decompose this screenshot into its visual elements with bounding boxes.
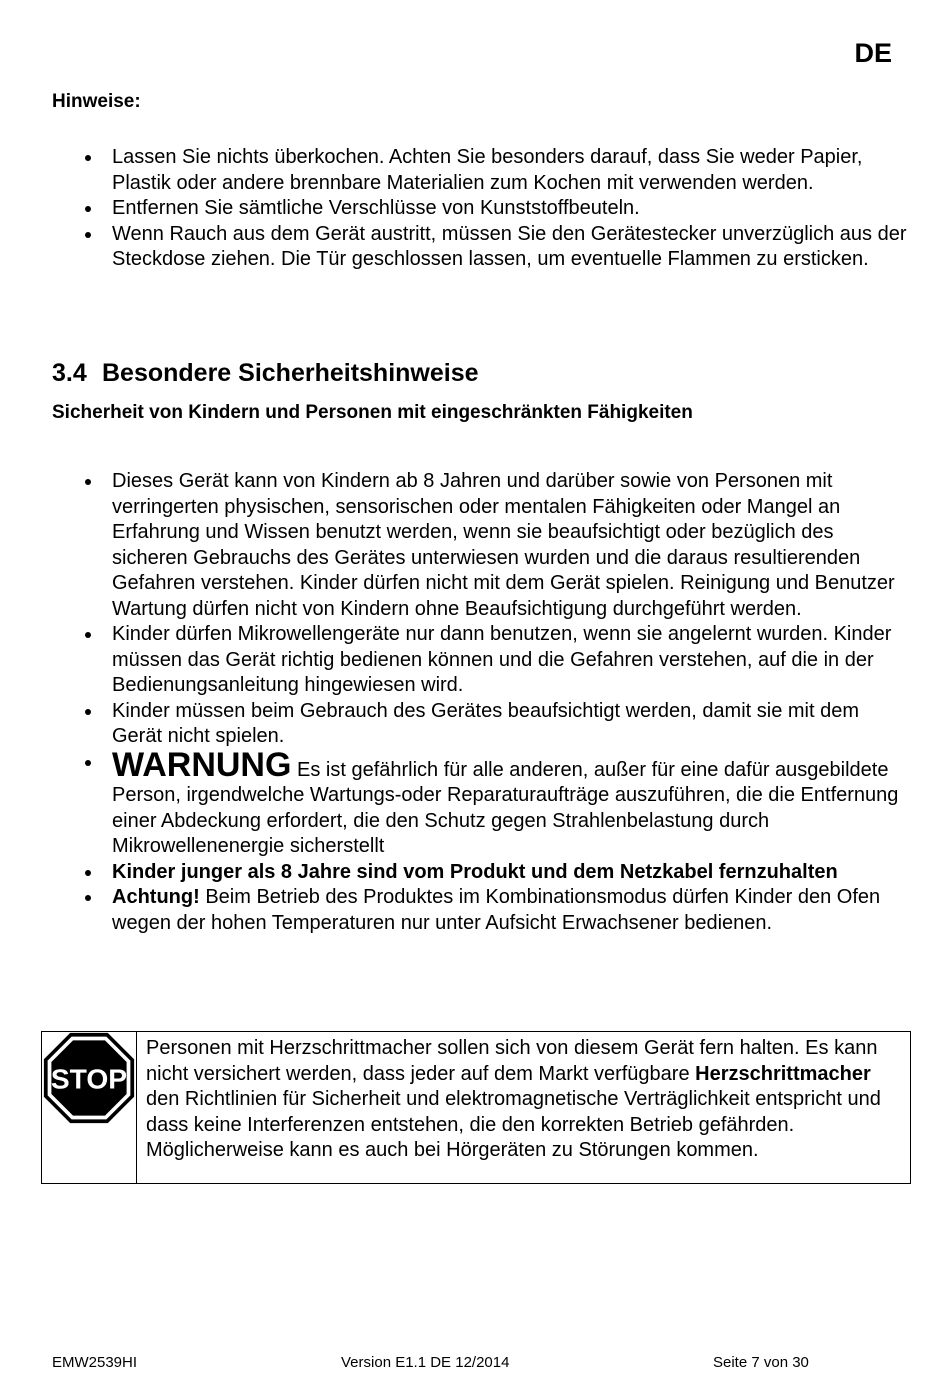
notice-text-part: Personen mit Herzschrittmacher sollen sich von diesem Gerät fern halten. Es kann nicht versichert werden, dass jeder auf dem Markt verfügbare (146, 1037, 878, 1085)
list-item: Wenn Rauch aus dem Gerät austritt, müssen Sie den Gerätestecker unverzüglich aus der Steckdose ziehen. Die Tür geschlossen lassen, um eventuelle Flammen zu ersticken. (82, 222, 912, 273)
warning-text: Es ist gefährlich für alle anderen, außer für eine dafür ausgebildete Person, irgendwelche Wartungs-oder Reparaturaufträge auszuführen, die die Entfernung einer Abdeckung erfordert, die den Schutz gegen Strahlenbelastung durch Mikrowellenenergie sicherstellt (112, 758, 899, 857)
section-number: 3.4 (52, 359, 87, 387)
pacemaker-notice (41, 1031, 911, 1184)
section-heading (52, 359, 479, 388)
footer-model: EMW2539HI (52, 1354, 138, 1371)
notice-bold-term: Herzschrittmacher (695, 1062, 871, 1085)
list-item: Dieses Gerät kann von Kindern ab 8 Jahren und darüber sowie von Personen mit verringerten physischen, sensorischen oder mentalen Fähigkeiten oder Mangel an Erfahrung und Wissen benutzt werden, wenn sie beaufsichtigt oder bezüglich des sicheren Gebrauchs des Gerätes unterwiesen wurden und die daraus resultierenden Gefahren verstehen. Kinder dürfen nicht mit dem Gerät spielen. Reinigung und Benutzer Wartung dürfen nicht von Kindern ohne Beaufsichtigung durchgeführt werden. (82, 469, 912, 622)
warning-label: WARNUNG (112, 745, 292, 784)
notice-text-part: den Richtlinien für Sicherheit und elektromagnetische Verträglichkeit entspricht und dass keine Interferenzen entstehen, die den korrekten Betrieb gefährden. Möglicherweise kann es auch bei Hörgeräten zu Störungen kommen. (146, 1088, 881, 1161)
section-subheading: Sicherheit von Kindern und Personen mit eingeschränkten Fähigkeiten (52, 402, 693, 423)
notes-list (82, 145, 912, 273)
footer-page-number: Seite 7 von 30 (713, 1354, 809, 1371)
list-item: Kinder dürfen Mikrowellengeräte nur dann benutzen, wenn sie angelernt wurden. Kinder müssen das Gerät richtig bedienen können und die Gefahren verstehen, auf die in der Bedienungsanleitung hingewiesen wird. (82, 622, 912, 699)
caution-text: Beim Betrieb des Produktes im Kombinationsmodus dürfen Kinder den Ofen wegen der hohen Temperaturen nur unter Aufsicht Erwachsener bedienen. (112, 886, 881, 934)
list-item-caution (82, 885, 912, 936)
list-item: Entfernen Sie sämtliche Verschlüsse von Kunststoffbeuteln. (82, 196, 912, 222)
stop-sign-icon (42, 1031, 136, 1125)
footer-version: Version E1.1 DE 12/2014 (341, 1354, 510, 1371)
list-item: Lassen Sie nichts überkochen. Achten Sie besonders darauf, dass Sie weder Papier, Plastik oder andere brennbare Materialien zum Kochen mit verwenden werden. (82, 145, 912, 196)
section-title: Besondere Sicherheitshinweise (102, 359, 479, 387)
notes-heading: Hinweise: (52, 91, 141, 112)
language-code: DE (854, 38, 892, 68)
safety-list (82, 469, 912, 936)
list-item-warning (82, 745, 912, 860)
caution-label: Achtung! (112, 886, 200, 908)
notice-text (137, 1032, 910, 1183)
list-item: Kinder junger als 8 Jahre sind vom Produkt und dem Netzkabel fernzuhalten (82, 860, 912, 886)
list-item: Kinder müssen beim Gebrauch des Gerätes beaufsichtigt werden, damit sie mit dem Gerät nicht spielen. (82, 699, 912, 750)
stop-sign-cell (42, 1032, 137, 1183)
stop-sign-label: STOP (50, 1062, 128, 1095)
